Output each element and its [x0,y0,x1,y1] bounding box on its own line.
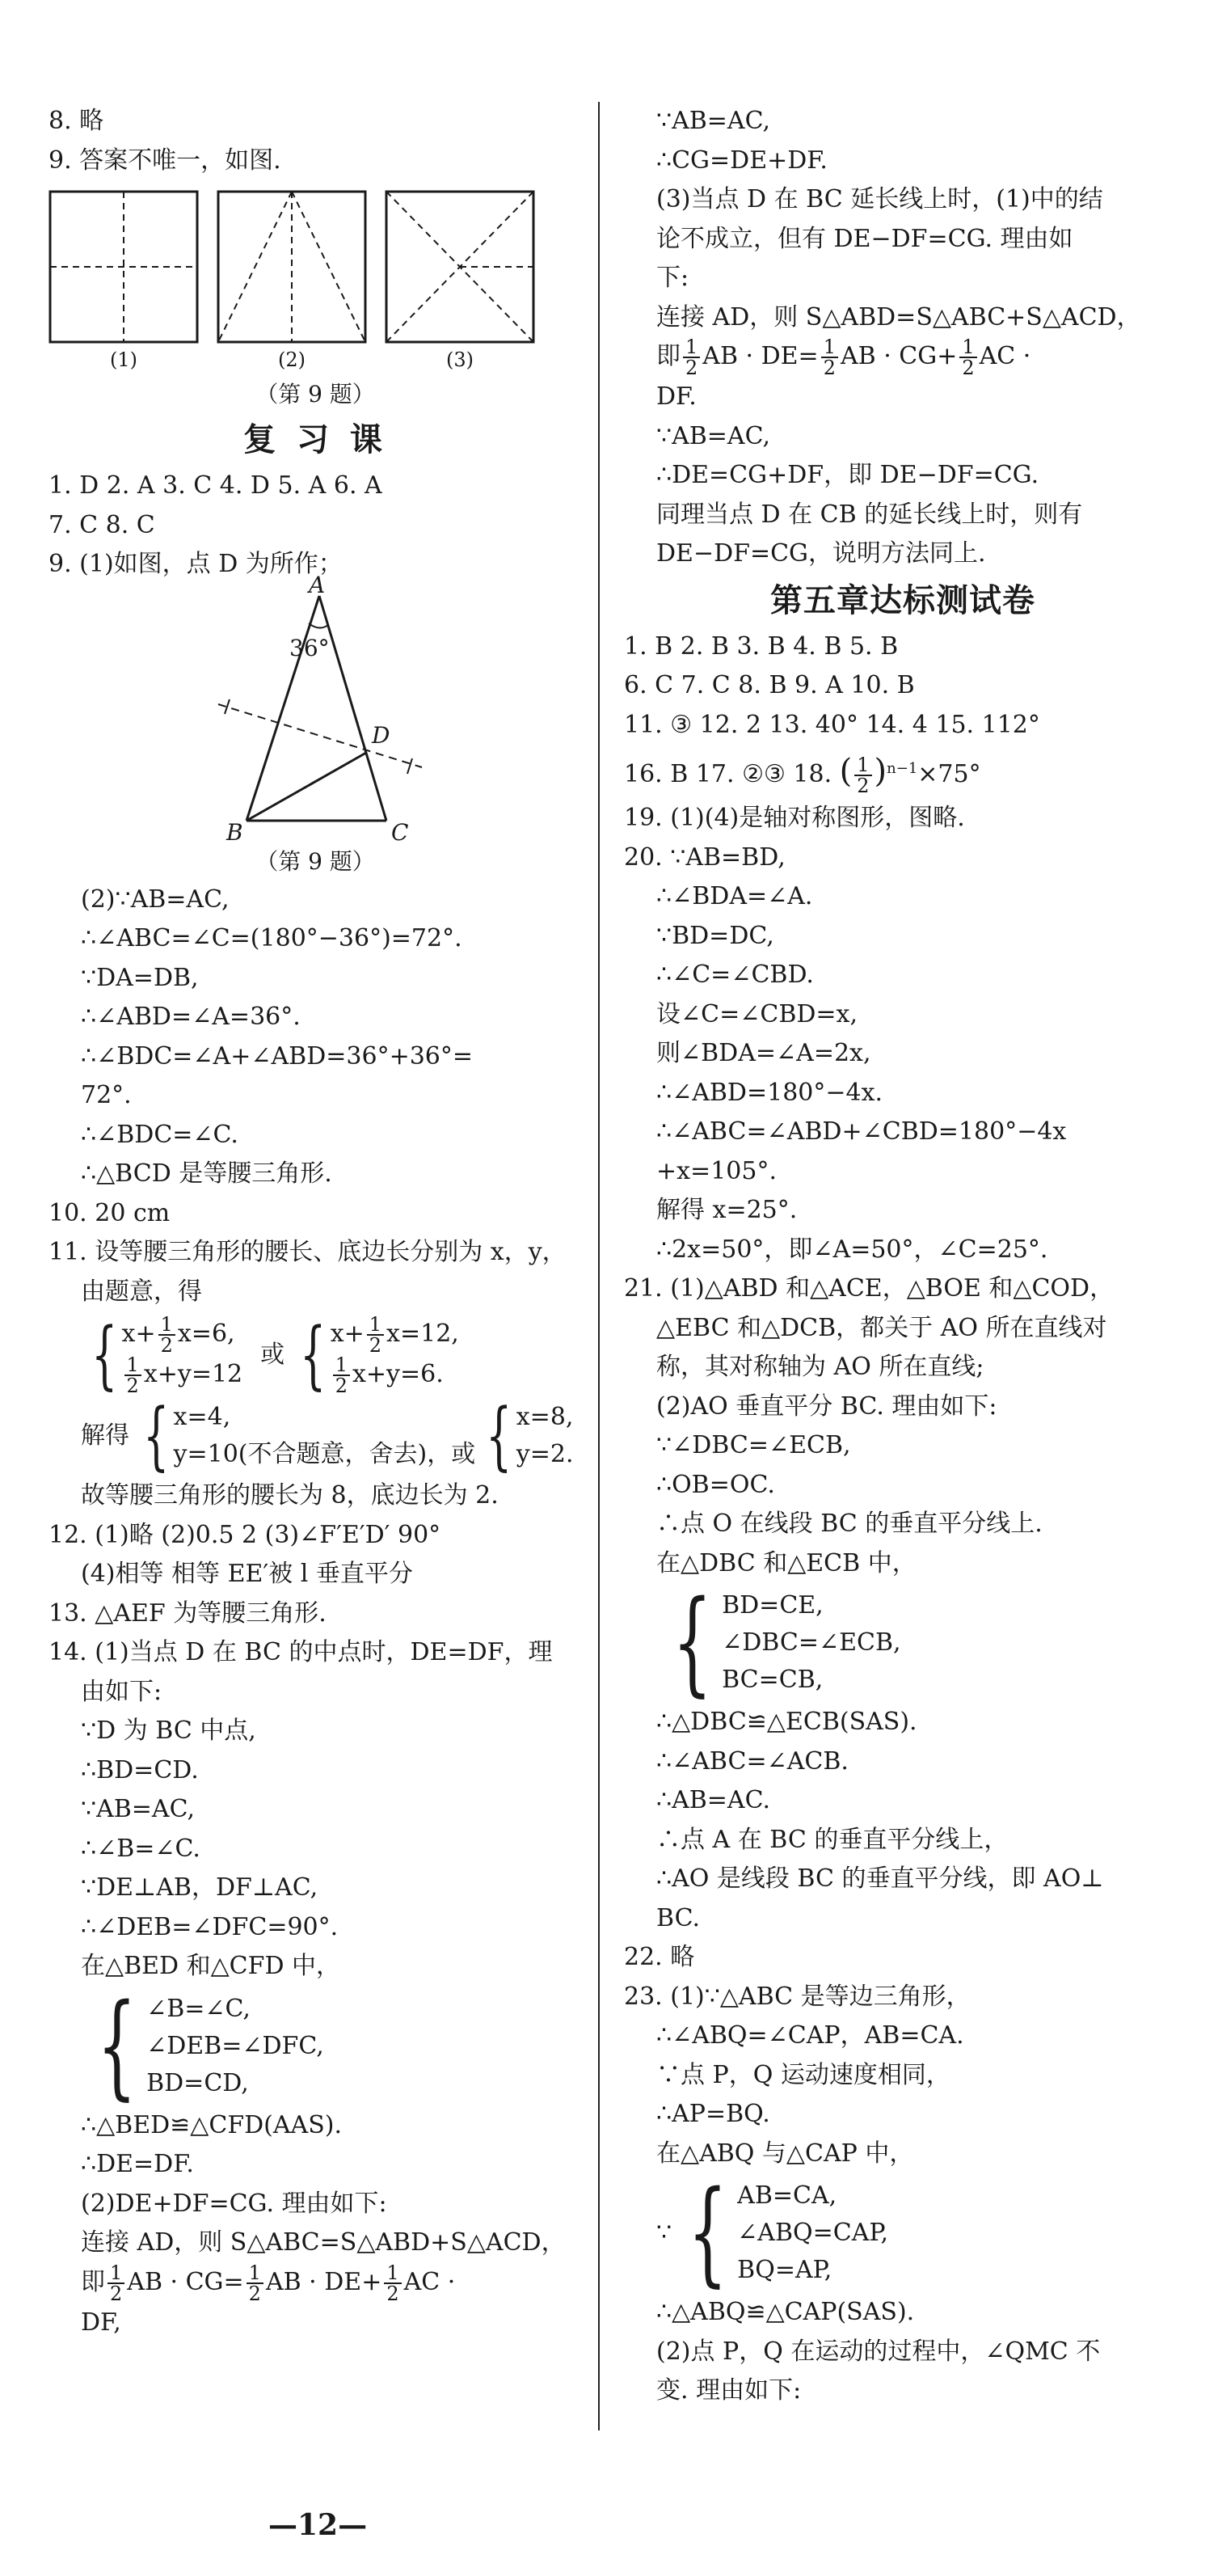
triangle-figure [48,571,582,846]
sas-conditions-1 [722,1587,900,1699]
tri-label-C: C [391,818,409,846]
sys2-r2b: x+y=6. [352,1360,444,1388]
t9: ∴∠C=∠CBD. [656,961,814,989]
solution-2 [516,1399,574,1473]
t14: +x=105°. [656,1156,777,1185]
sys1-r1a: x+ [121,1320,156,1348]
tri-label-B: B [226,818,243,846]
review-title: 复 习 课 [243,421,387,458]
t39: 变. 理由如下: [656,2376,802,2405]
t34: ∵点 P，Q 运动速度相同， [656,2060,950,2089]
t29: ∴AO 是线段 BC 的垂直平分线，即 AO⊥ [656,1864,1104,1893]
brace-5: { [97,1979,137,2112]
q14d: ∴BD=CD. [81,1755,199,1784]
brace-1: { [91,1311,118,1398]
r12: DE−DF=CG，说明方法同上. [656,539,986,568]
t18: △EBC 和△DCB，都关于 AO 所在直线对 [656,1313,1107,1342]
r5: 下: [656,264,689,292]
sol1-r1: x=4, [173,1403,231,1431]
triangle-svg [48,585,582,843]
t26: ∴∠ABC=∠ACB. [656,1746,849,1776]
q11b: 由题意，得 [81,1277,202,1306]
q14b: 由如下: [81,1677,162,1706]
fig9-squares [48,190,582,376]
l1: (2)∵AB=AC, [81,885,230,914]
q11a: 11. 设等腰三角形的腰长、底边长分别为 x，y， [48,1238,567,1266]
t16: ∴2x=50°，即∠A=50°，∠C=25°. [656,1235,1048,1264]
sas2-3: BQ=AP, [737,2256,832,2284]
t17: 21. (1)△ABD 和△ACE，△BOE 和△COD， [624,1274,1115,1303]
l4: ∴∠ABD=∠A=36°. [81,1003,301,1031]
q8: 8. 略 [48,107,104,135]
q14i: 在△BED 和△CFD 中， [81,1952,341,1980]
l7: ∴∠BDC=∠C. [81,1120,238,1149]
left-column [48,102,582,2342]
l2: ∴∠ABC=∠C=(180°−36°)=72°. [81,924,462,952]
t32: 23. (1)∵△ABC 是等边三角形， [624,1982,971,2011]
t37: ∴△ABQ≌△CAP(SAS). [656,2298,915,2326]
q11c: 故等腰三角形的腰长为 8，底边长为 2. [81,1481,499,1510]
q14l: (2)DE+DF=CG. 理由如下: [81,2189,387,2218]
sys2-r1b: x=12, [386,1320,459,1348]
t7: ∴∠BDA=∠A. [656,882,813,910]
t15: 解得 x=25°. [656,1196,798,1224]
tri-label-D: D [372,721,390,749]
sas2-2: ∠ABQ=CAP, [737,2219,889,2247]
q14k: ∴DE=DF. [81,2150,194,2178]
t6: 20. ∵AB=BD, [624,842,786,872]
t38: (2)点 P，Q 在运动的过程中，∠QMC 不 [656,2337,1101,2366]
sol2-r1: x=8, [516,1403,574,1431]
system-2 [331,1315,459,1396]
r3: (3)当点 D 在 BC 延长线上时，(1)中的结 [656,185,1103,213]
l5: ∴∠BDC=∠A+∠ABD=36°+36°= [81,1041,474,1071]
t33: ∴∠ABQ=∠CAP，AB=CA. [656,2021,964,2050]
q9: 9. 答案不唯一，如图. [48,146,281,175]
r9: ∵AB=AC, [656,421,771,450]
ans2: 7. C 8. C [48,510,155,539]
q11-solutions [48,1392,582,1479]
q14f: ∴∠B=∠C. [81,1834,200,1863]
q12b: (4)相等 相等 EE′被 l 垂直平分 [81,1560,413,1588]
solve-text: 解得 [81,1421,129,1450]
sys1-r2b: x+y=12 [143,1360,243,1388]
t24: 在△DBC 和△ECB 中， [656,1548,917,1577]
sys2-r1a: x+ [330,1320,365,1348]
square-3 [385,190,535,376]
q14-brace-system [48,1979,582,2112]
t36: 在△ABQ 与△CAP 中， [656,2139,914,2168]
square-2-svg [217,190,367,344]
t22: ∴OB=OC. [656,1470,775,1499]
aas-2: ∠DEB=∠DFC, [146,2031,324,2060]
half-frac: $\frac{1}{2}$ [124,1355,141,1396]
r4: 论不成立，但有 DE−DF=CG. 理由如 [656,224,1073,253]
column-divider [598,102,600,2430]
q14j: ∴△BED≌△CFD(AAS). [81,2110,343,2139]
t13: ∴∠ABC=∠ABD+∠CBD=180°−4x [656,1117,1067,1146]
q14n: 即 $\frac{1}{2}$ AB · CG= $\frac{1}{2}$ AB · DE+ $\frac{1}{2}$ AC · [81,2261,456,2305]
right-column [624,102,1182,2411]
half-frac: $\frac{1}{2}$ [158,1315,175,1355]
t23: ∴点 O 在线段 BC 的垂直平分线上. [656,1510,1043,1538]
test-title: 第五章达标测试卷 [770,581,1035,619]
aas-1: ∠B=∠C, [146,1994,251,2023]
square-1-label: (1) [110,348,137,371]
because-symbol: ∵ [656,2218,672,2247]
half-frac: $\frac{1}{2}$ [367,1315,384,1355]
t25: ∴△DBC≌△ECB(SAS). [656,1708,917,1736]
q14h: ∴∠DEB=∠DFC=90°. [81,1912,339,1941]
t11: 则∠BDA=∠A=2x, [656,1039,871,1067]
t12: ∴∠ABD=180°−4x. [656,1078,883,1107]
q23-brace-system [624,2167,1182,2299]
page-number: —12— [268,2508,368,2542]
l8: ∴△BCD 是等腰三角形. [81,1159,332,1188]
half-frac: $\frac{1}{2}$ [333,1355,350,1396]
t19: 称，其对称轴为 AO 所在直线; [656,1353,984,1381]
fig9a-caption: （第 9 题） [255,381,375,408]
t8: ∵BD=DC, [656,921,774,950]
t27: ∴AB=AC. [656,1786,771,1814]
ans1: 1. D 2. A 3. C 4. D 5. A 6. A [48,471,382,500]
q21-brace-system [624,1577,1182,1708]
t35: ∴AP=BQ. [656,2100,770,2128]
q14c: ∵D 为 BC 中点, [81,1717,256,1745]
fig9b-caption: （第 9 题） [255,847,375,875]
t2: 6. C 7. C 8. B 9. A 10. B [624,671,915,699]
r2: ∴CG=DE+DF. [656,146,828,175]
solution-1 [174,1399,476,1473]
q10: 10. 20 cm [48,1198,171,1227]
t4: 16. B 17. ②③ 18. ( $\frac{1}{2}$ )$^{n-1}$×75° [624,753,981,797]
brace-6: { [672,1577,713,1708]
system-1 [122,1315,243,1396]
q14a: 14. (1)当点 D 在 BC 的中点时，DE=DF，理 [48,1638,553,1666]
square-1 [48,190,199,376]
t10: 设∠C=∠CBD=x, [656,999,858,1028]
q14o: DF, [81,2308,121,2337]
r6: 连接 AD，则 S△ABD=S△ABC+S△ACD， [656,302,1141,332]
r10: ∴DE=CG+DF，即 DE−DF=CG. [656,461,1039,489]
t31: 22. 略 [624,1943,695,1971]
tri-label-A: A [309,571,326,598]
t30: BC. [656,1903,701,1932]
aas-conditions [146,1991,324,2102]
t5: 19. (1)(4)是轴对称图形，图略. [624,804,965,832]
sas1-1: BD=CE, [722,1591,824,1620]
square-3-label: (3) [446,348,474,371]
square-3-svg [385,190,535,344]
r7: 即 $\frac{1}{2}$ AB · DE= $\frac{1}{2}$ AB · CG+ $\frac{1}{2}$ AC · [656,336,1031,379]
brace-7: { [688,2167,728,2299]
or-text: 或 [260,1340,285,1369]
brace-3: { [143,1392,170,1479]
q14e: ∵AB=AC, [81,1795,196,1823]
sol2-r2: y=2. [516,1440,574,1468]
q13: 13. △AEF 为等腰三角形. [48,1598,327,1628]
r11: 同理当点 D 在 CB 的延长线上时，则有 [656,500,1083,529]
t28: ∴点 A 在 BC 的垂直平分线上， [656,1825,1009,1854]
brace-4: { [486,1392,512,1479]
brace-2: { [300,1311,327,1398]
sas-conditions-2 [737,2177,888,2289]
q14m: 连接 AD，则 S△ABC=S△ABD+S△ACD， [81,2228,566,2257]
r1: ∵AB=AC, [656,107,771,135]
t1: 1. B 2. B 3. B 4. B 5. B [624,631,899,661]
sas2-1: AB=CA, [737,2181,837,2210]
q12a: 12. (1)略 (2)0.5 2 (3)∠F′E′D′ 90° [48,1520,441,1549]
q9b: 9. (1)如图，点 D 为所作； [48,550,343,578]
aas-3: BD=CD, [146,2068,249,2097]
square-2 [217,190,367,376]
sas1-2: ∠DBC=∠ECB, [722,1628,901,1657]
sol1-r2: y=10(不合题意，舍去)，或 [173,1440,476,1468]
square-1-svg [48,190,199,344]
q14g: ∵DE⊥AB，DF⊥AC, [81,1873,318,1902]
tri-label-angle: 36° [289,634,330,661]
q11-systems [48,1311,582,1398]
r8: DF. [656,382,697,411]
t21: ∵∠DBC=∠ECB, [656,1431,851,1459]
t20: (2)AO 垂直平分 BC. 理由如下: [656,1391,997,1421]
l3: ∵DA=DB, [81,963,199,992]
t3: 11. ③ 12. 2 13. 40° 14. 4 15. 112° [624,710,1040,739]
sas1-3: BC=CB, [722,1666,824,1694]
square-2-label: (2) [278,348,306,371]
l6: 72°. [81,1081,132,1109]
sys1-r1b: x=6, [177,1320,235,1348]
